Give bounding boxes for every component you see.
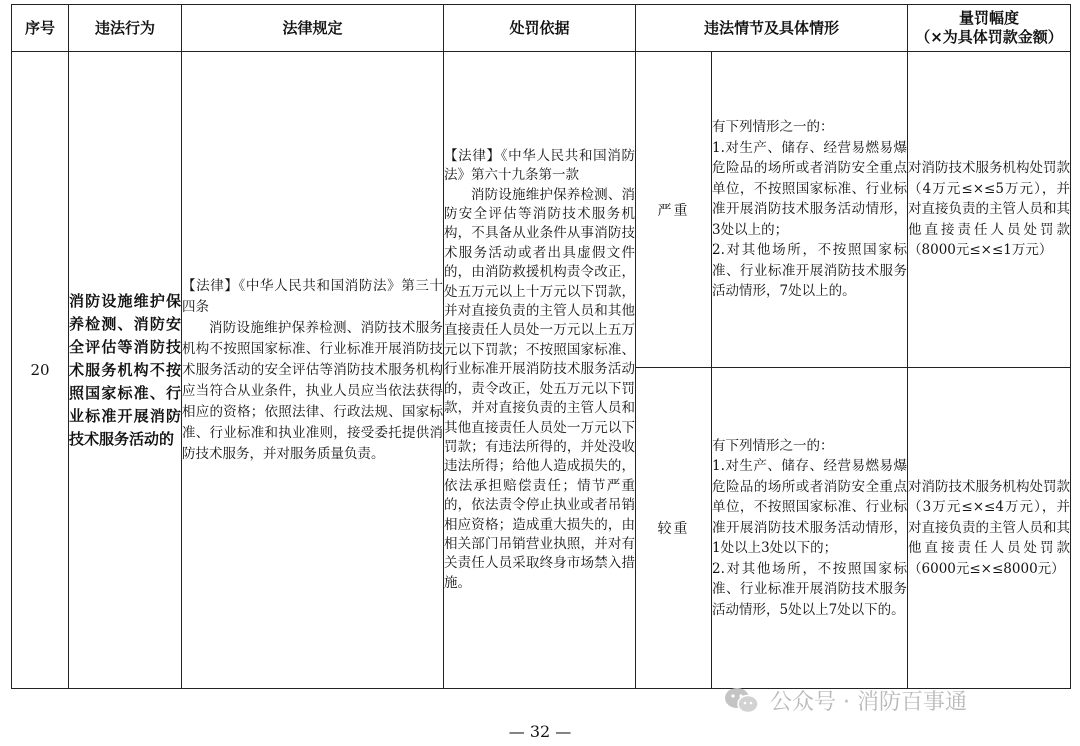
cell-level-major: 较重 [636, 368, 712, 689]
basis-text: 消防设施维护保养检测、消防安全评估等消防技术服务机构，不具备从业条件从事消防技术服务活动或者出具虚假文件的，由消防救援机构责令改正，处五万元以上十万元以下罚款，并对直接负责的主管人员和其他直接责任人员处一万元以上五万元以下罚款；不按照国家标准、行业标准开展消防技术服务活动的，责令改正，处五万元以下罚款，并对直接负责的主管人员和其他直接责任人员处一万元以下罚款；有违法所得的，并处没收违法所得；给他人造成损失的，依法承担赔偿责任；情节严重的，依法责令停止执业或者吊销相应资格；造成重大损失的，由相关部门吊销营业执照，并对有关责任人员采取终身市场禁入措施。 [444, 186, 635, 591]
page-number: — 32 — [508, 722, 572, 741]
cell-penalty-severe: 对消防技术服务机构处罚款（4万元≤×≤5万元），并对直接负责的主管人员和其他直接责任人员处罚款（8000元≤×≤1万元） [908, 52, 1071, 368]
header-circumstance: 违法情节及具体情形 [636, 5, 908, 52]
circumstance-line: 1.对生产、储存、经营易燃易爆危险品的场所或者消防安全重点单位，不按照国家标准、行业标准开展消防技术服务活动情形，3处以上的； [712, 139, 908, 238]
circumstance-line: 2.对其他场所，不按照国家标准、行业标准开展消防技术服务活动情形，7处以上的。 [712, 242, 908, 300]
cell-penalty-major: 对消防技术服务机构处罚款（3万元≤×≤4万元），并对直接负责的主管人员和其他直接责任人员处罚款（6000元≤×≤8000元） [908, 368, 1071, 689]
cell-circumstance-major [712, 368, 908, 689]
cell-circumstance-severe [712, 52, 908, 368]
header-row [12, 5, 1071, 52]
circumstance-line: 有下列情形之一的： [712, 119, 834, 136]
circumstance-line: 1.对生产、储存、经营易燃易爆危险品的场所或者消防安全重点单位，不按照国家标准、行业标准开展消防技术服务活动情形，1处以上3处以下的； [712, 458, 908, 557]
circumstance-line: 有下列情形之一的： [712, 437, 834, 454]
header-penalty [908, 5, 1071, 52]
header-seq: 序号 [12, 5, 69, 52]
circumstance-line: 2.对其他场所，不按照国家标准、行业标准开展消防技术服务活动情形，5处以上7处以下的。 [712, 560, 908, 618]
cell-level-severe: 严重 [636, 52, 712, 368]
watermark-text: 公众号 · 消防百事通 [770, 690, 967, 715]
cell-violation-act: 消防设施维护保养检测、消防安全评估等消防技术服务机构不按照国家标准、行业标准开展消防技术服务活动的 [69, 52, 182, 689]
wechat-icon [724, 686, 760, 716]
cell-penalty-basis [444, 52, 636, 689]
law-text: 消防设施维护保养检测、消防技术服务机构不按照国家标准、行业标准开展消防技术服务活动的安全评估等消防技术服务机构应当符合从业条件，执业人员应当依法获得相应的资格；依照法律、行政法规、国家标准、行业标准和执业准则，接受委托提供消防技术服务，并对服务质量负责。 [182, 319, 443, 462]
penalty-table [11, 4, 1071, 689]
header-basis: 处罚依据 [444, 5, 636, 52]
cell-seq: 20 [12, 52, 69, 689]
header-penalty-note: （×为具体罚款金额） [915, 28, 1063, 46]
header-law: 法律规定 [182, 5, 444, 52]
cell-law-provision [182, 52, 444, 689]
header-penalty-title: 量罚幅度 [959, 9, 1020, 27]
basis-heading: 【法律】《中华人民共和国消防法》第六十九条第一款 [444, 147, 635, 184]
table-row-severe [12, 52, 1071, 368]
header-act: 违法行为 [69, 5, 182, 52]
watermark [724, 685, 967, 716]
law-heading: 【法律】《中华人民共和国消防法》第三十四条 [182, 277, 443, 315]
